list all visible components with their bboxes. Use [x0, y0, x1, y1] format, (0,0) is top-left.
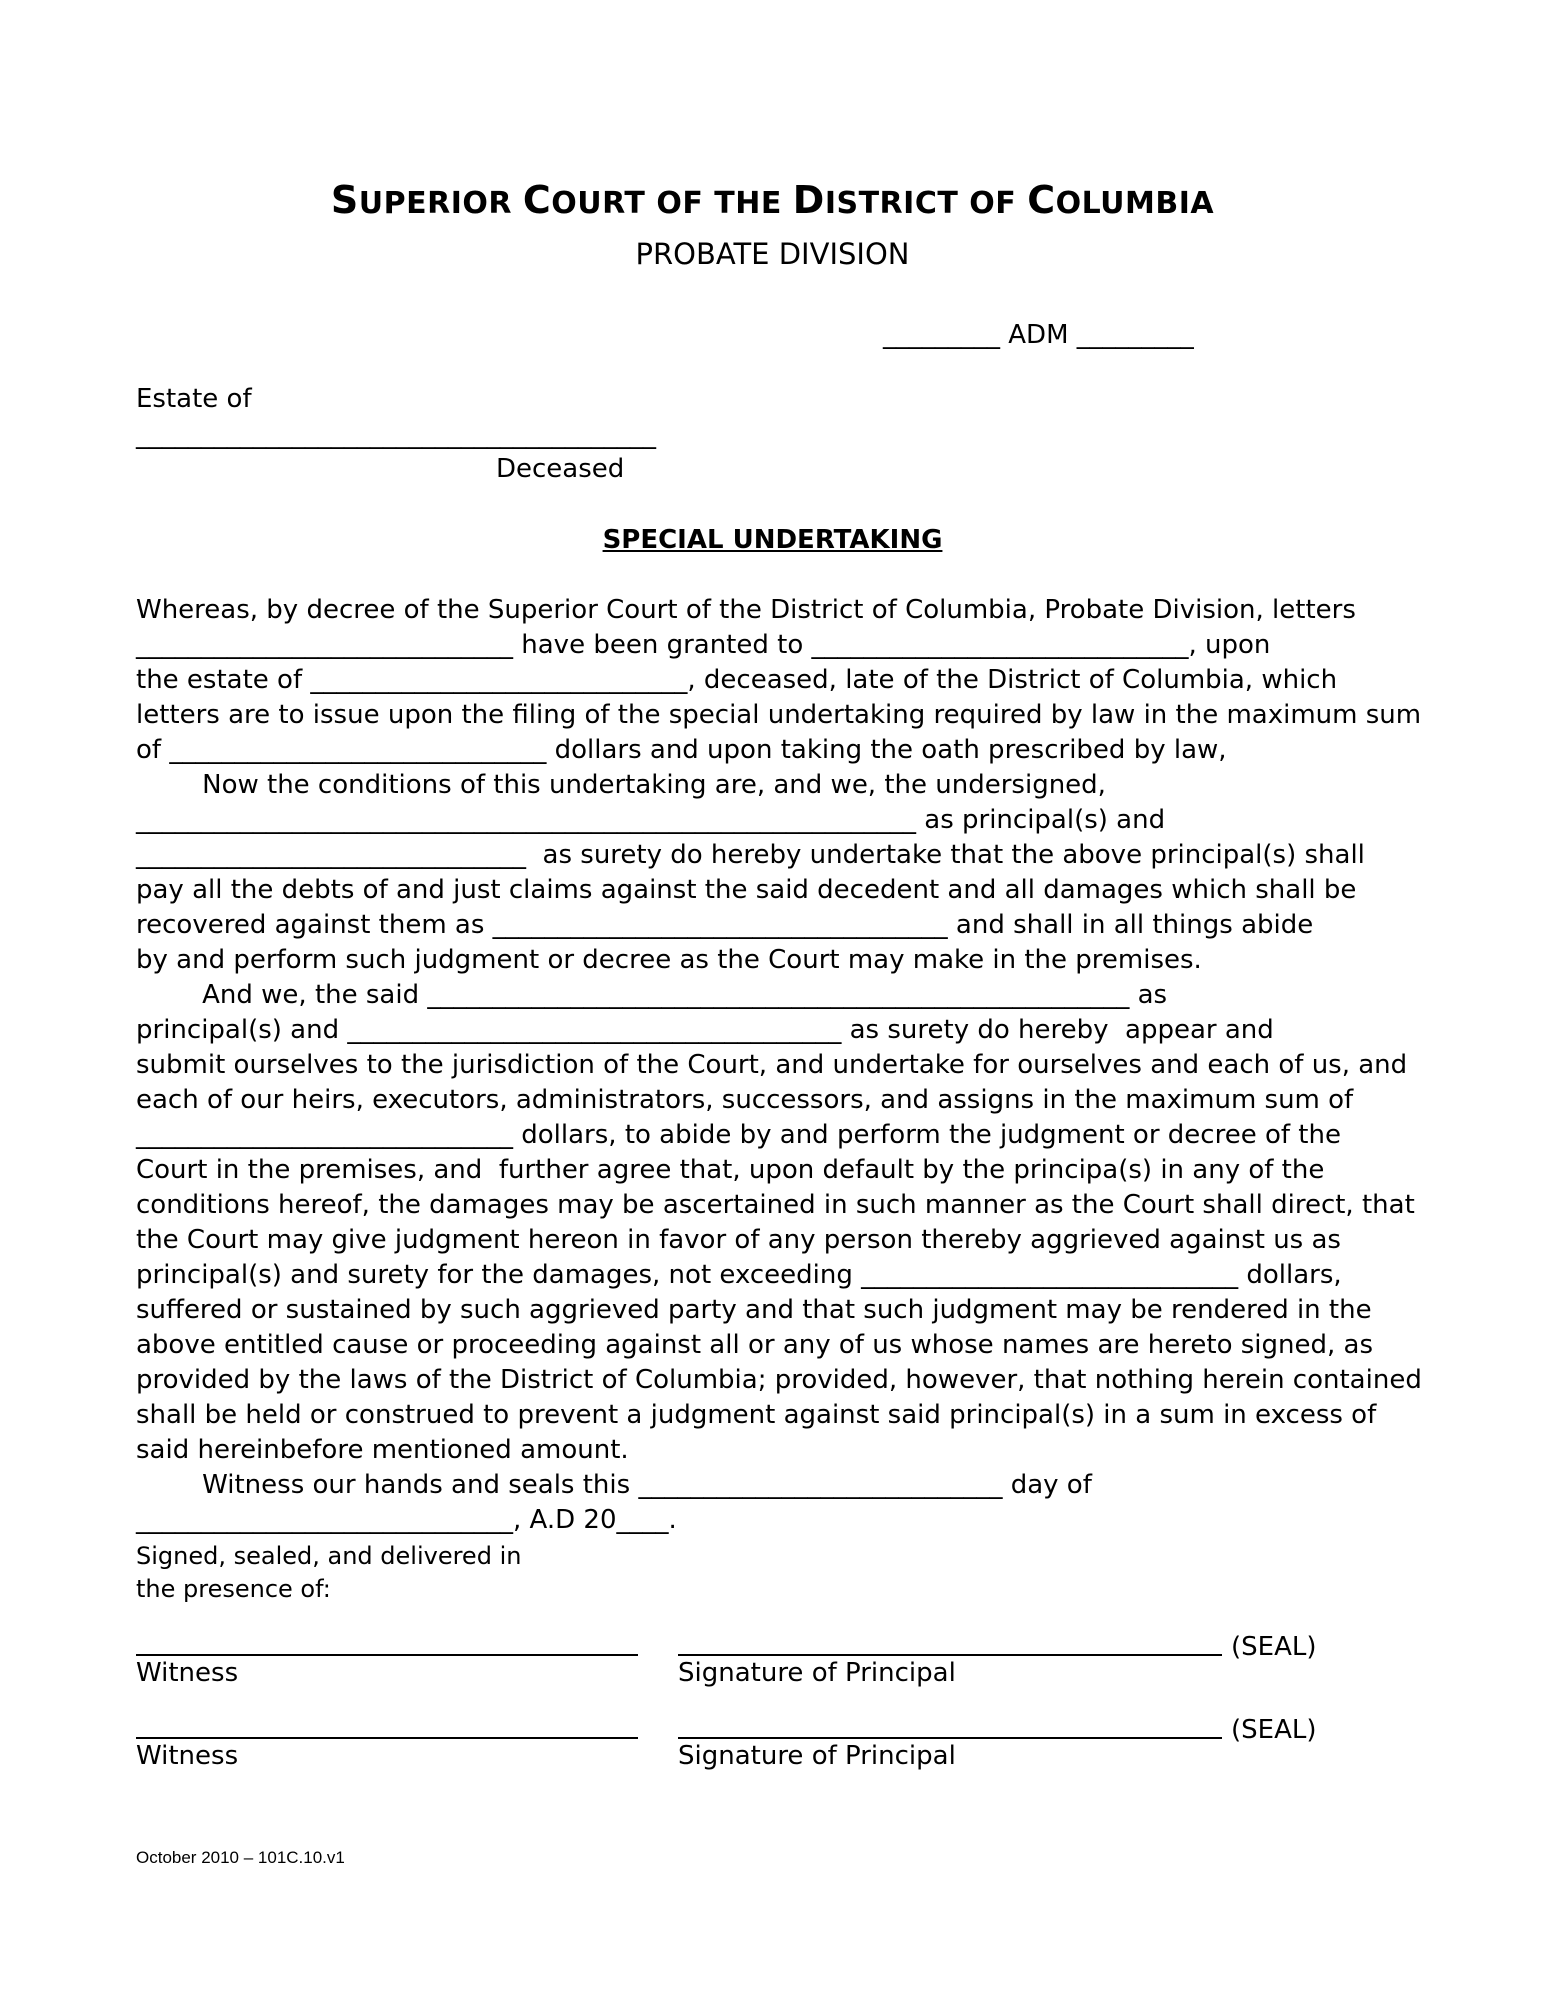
body-line[interactable]: _____________________________ have been granted to _____________________________, upon — [136, 630, 1271, 660]
estate-label: Estate of — [136, 384, 252, 414]
body-line: conditions hereof, the damages may be ascertained in such manner as the Court shall direct, that — [136, 1190, 1415, 1220]
body-line: Now the conditions of this undertaking are, and we, the undersigned, — [136, 770, 1106, 800]
estate-name-field[interactable]: ________________________________________ — [136, 420, 656, 450]
form-version-footer: October 2010 – 101C.10.v1 — [136, 1848, 345, 1867]
principal-label: Signature of Principal — [678, 1741, 956, 1771]
court-title-part: C — [1027, 178, 1056, 222]
court-title-part: OURT OF THE — [551, 186, 793, 221]
form-heading — [0, 523, 1545, 557]
body-line[interactable]: ____________________________________________________________ as principal(s) and — [136, 805, 1166, 835]
deceased-label: Deceased — [496, 454, 625, 484]
body-line: provided by the laws of the District of Columbia; provided, however, that nothing herein contained — [136, 1365, 1422, 1395]
body-line[interactable]: _____________________________, A.D 20____. — [136, 1505, 677, 1535]
witness-label: Witness — [136, 1658, 239, 1688]
signed-sealed-label: Signed, sealed, and delivered in — [136, 1542, 522, 1570]
witness-label: Witness — [136, 1741, 239, 1771]
court-title-part: D — [792, 178, 825, 222]
court-title-part: S — [330, 178, 359, 222]
principal-label: Signature of Principal — [678, 1658, 956, 1688]
court-title-part: C — [522, 178, 552, 222]
body-line: pay all the debts of and just claims against the said decedent and all damages which shall be — [136, 875, 1357, 905]
body-line: each of our heirs, executors, administrators, successors, and assigns in the maximum sum of — [136, 1085, 1354, 1115]
body-line[interactable]: Witness our hands and seals this ____________________________ day of — [136, 1470, 1092, 1500]
body-line: suffered or sustained by such aggrieved party and that such judgment may be rendered in the — [136, 1295, 1372, 1325]
body-line: submit ourselves to the jurisdiction of the Court, and undertake for ourselves and each of us, and — [136, 1050, 1408, 1080]
body-line[interactable]: _____________________________ dollars, to abide by and perform the judgment or decree of the — [136, 1120, 1341, 1150]
body-line[interactable]: ______________________________ as surety do hereby undertake that the above principal(s) shall — [136, 840, 1365, 870]
body-line: letters are to issue upon the filing of the special undertaking required by law in the maximum sum — [136, 700, 1422, 730]
seal-label: (SEAL) — [1231, 1632, 1317, 1662]
court-title-part: OLUMBIA — [1055, 186, 1215, 221]
body-line: Court in the premises, and further agree that, upon default by the principa(s) in any of the — [136, 1155, 1325, 1185]
body-line[interactable]: of _____________________________ dollars and upon taking the oath prescribed by law, — [136, 735, 1227, 765]
presence-of-label: the presence of: — [136, 1575, 331, 1603]
court-title-part: ISTRICT OF — [824, 186, 1028, 221]
court-title-part: UPERIOR — [358, 186, 523, 221]
body-line: above entitled cause or proceeding against all or any of us whose names are hereto signed, as — [136, 1330, 1374, 1360]
body-line[interactable]: And we, the said ______________________________________________________ as — [136, 980, 1168, 1010]
body-line: Whereas, by decree of the Superior Court of the District of Columbia, Probate Division, letters — [136, 595, 1356, 625]
form-heading-text: SPECIAL UNDERTAKING — [602, 525, 943, 555]
body-line[interactable]: principal(s) and ______________________________________ as surety do hereby appear and — [136, 1015, 1274, 1045]
adm-case-number-field[interactable]: _________ ADM _________ — [883, 320, 1194, 350]
body-line[interactable]: the estate of _____________________________, deceased, late of the District of Columbia, which — [136, 665, 1338, 695]
body-line: shall be held or construed to prevent a judgment against said principal(s) in a sum in excess of — [136, 1400, 1377, 1430]
body-line[interactable]: principal(s) and surety for the damages, not exceeding _____________________________ dollars, — [136, 1260, 1342, 1290]
division-subtitle: PROBATE DIVISION — [635, 237, 910, 271]
seal-label: (SEAL) — [1231, 1715, 1317, 1745]
body-line: by and perform such judgment or decree as the Court may make in the premises. — [136, 945, 1202, 975]
body-line: said hereinbefore mentioned amount. — [136, 1435, 629, 1465]
body-line[interactable]: recovered against them as ___________________________________ and shall in all things abide — [136, 910, 1314, 940]
court-title — [0, 178, 1545, 226]
body-line: the Court may give judgment hereon in favor of any person thereby aggrieved against us as — [136, 1225, 1341, 1255]
